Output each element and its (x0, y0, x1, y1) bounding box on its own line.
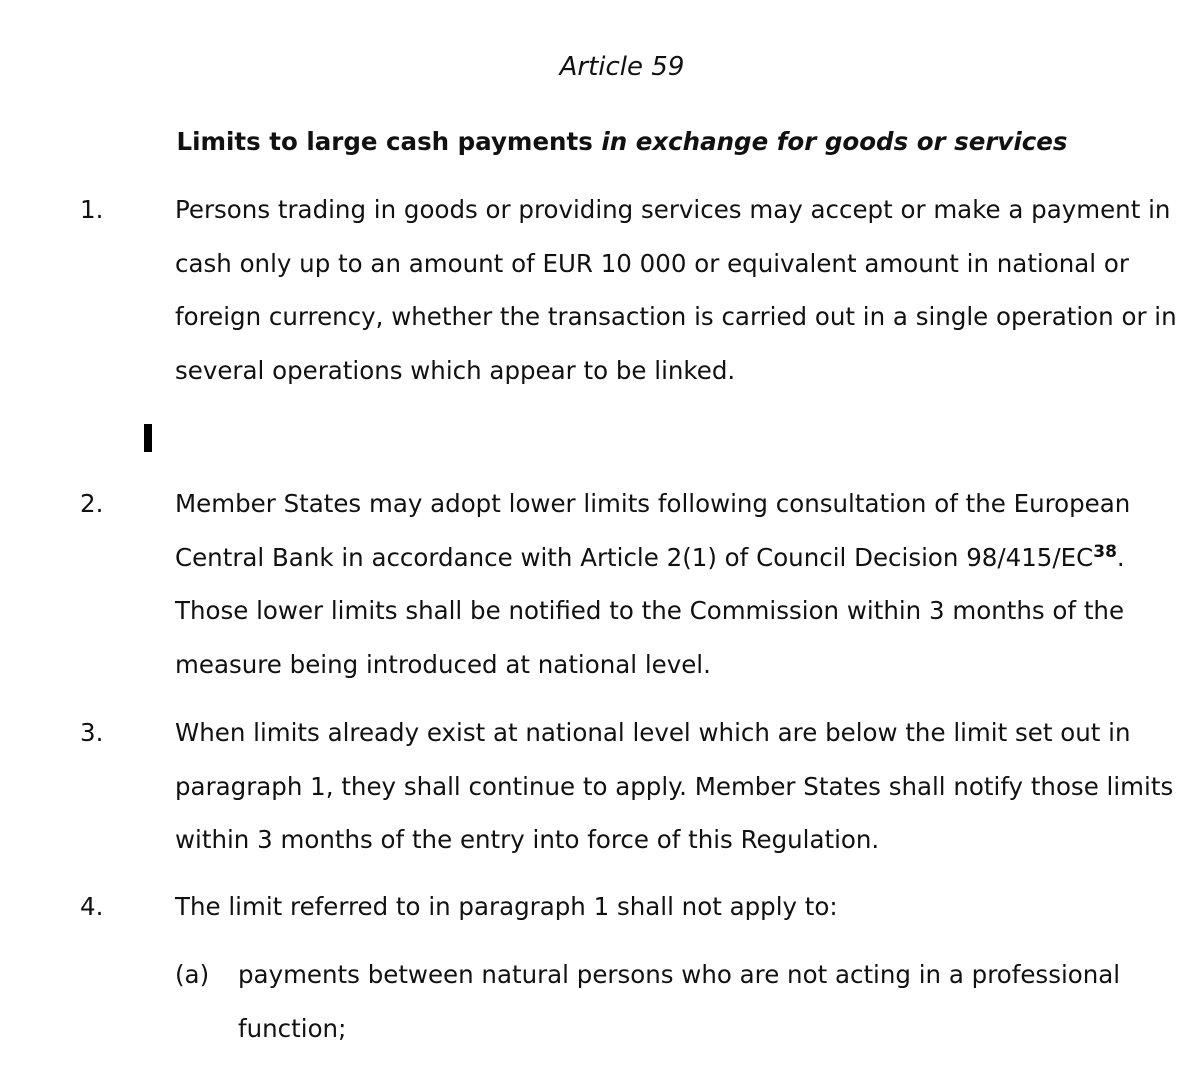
paragraph-text: Persons trading in goods or providing services may accept or make a payment in cash only up to an amount of EUR 10 000 or equivalent amount in national or foreign currency, whether the transaction is carried out in a single operation or in several operations which appear to be linked. (175, 195, 1177, 385)
paragraph-number: 3. (80, 718, 104, 747)
sub-item-label: (a) (175, 960, 210, 989)
paragraph-number: 4. (80, 892, 104, 921)
article-number: Article 59 (559, 52, 685, 82)
change-marker-bar (144, 424, 152, 452)
article-title (0, 125, 1200, 159)
sub-item-text: payments between natural persons who are not acting in a professional function; (238, 960, 1121, 1043)
paragraph-number: 2. (80, 489, 104, 518)
paragraph-text-after: . Those lower limits shall be notified to the Commission within 3 months of the measure being introduced at national level. (175, 542, 1125, 679)
article-title-italic: in exchange for goods or services (601, 127, 1068, 156)
article-title-plain: Limits to large cash payments (176, 127, 602, 156)
paragraph-text-before: Member States may adopt lower limits following consultation of the European Central Bank in accordance with Article 2(1) of Council Decision 98/415/EC (175, 489, 1131, 572)
paragraph-number: 1. (80, 195, 104, 224)
footnote-reference[interactable]: 38 (1093, 541, 1117, 562)
paragraph-text: The limit referred to in paragraph 1 shall not apply to: (175, 892, 838, 921)
paragraph-text: When limits already exist at national level which are below the limit set out in paragraph 1, they shall continue to apply. Member States shall notify those limits within 3 months of the entry into force of this Regulation. (175, 718, 1174, 854)
paragraph-text (175, 477, 1185, 691)
